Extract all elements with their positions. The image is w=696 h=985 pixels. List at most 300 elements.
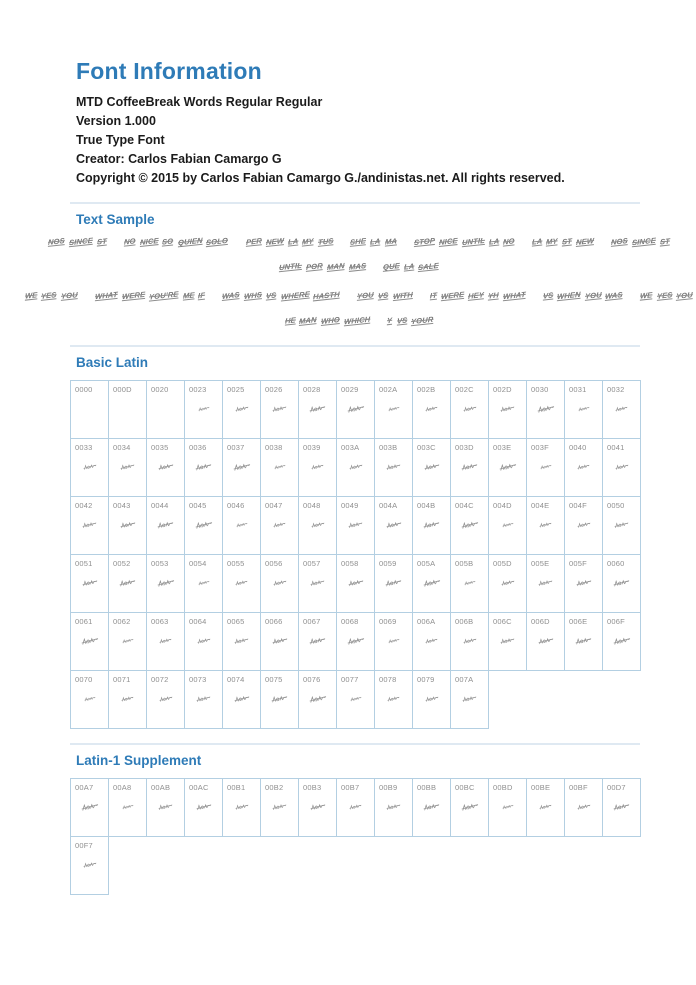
sample-word-group xyxy=(532,237,594,246)
glyph-cell xyxy=(223,439,261,497)
sample-word: WHICH xyxy=(343,314,371,327)
codepoint-label: 004C xyxy=(455,501,474,510)
codepoint-label: 002D xyxy=(493,385,512,394)
word-glyph xyxy=(309,801,326,812)
word-glyph xyxy=(461,461,479,472)
glyph-slot xyxy=(147,636,184,645)
glyph-slot xyxy=(375,636,412,645)
codepoint-label: 00BE xyxy=(531,783,551,792)
code-chart-table xyxy=(70,778,641,895)
codepoint-label: 0049 xyxy=(341,501,359,510)
codepoint-label: 00BF xyxy=(569,783,588,792)
glyph-cell xyxy=(71,837,109,895)
codepoint-label: 002A xyxy=(379,385,398,394)
codepoint-label: 003A xyxy=(341,443,360,452)
glyph-cell xyxy=(261,779,299,837)
sample-word: MA xyxy=(384,236,397,247)
codepoint-label: 006D xyxy=(531,617,550,626)
codepoint-label: 002C xyxy=(455,385,474,394)
word-glyph xyxy=(612,635,631,646)
glyph-cell xyxy=(451,381,489,439)
word-glyph xyxy=(575,635,593,646)
code-chart-row xyxy=(71,497,641,555)
word-glyph xyxy=(158,693,173,703)
glyph-cell xyxy=(489,439,527,497)
sample-word: VS xyxy=(377,290,389,301)
glyph-slot xyxy=(489,578,526,587)
glyph-cell xyxy=(565,613,603,671)
glyph-cell xyxy=(565,439,603,497)
word-glyph xyxy=(80,801,99,812)
sample-word-group xyxy=(124,237,228,246)
codepoint-label: 0077 xyxy=(341,675,359,684)
glyph-slot xyxy=(565,578,602,587)
glyph-cell xyxy=(451,555,489,613)
glyph-cell xyxy=(527,779,565,837)
word-glyph xyxy=(273,519,287,529)
sample-word-group xyxy=(48,237,107,246)
codepoint-label: 0070 xyxy=(75,675,93,684)
glyph-slot xyxy=(451,694,488,703)
word-glyph xyxy=(119,519,136,530)
word-glyph xyxy=(272,801,288,812)
word-glyph xyxy=(386,801,402,812)
codepoint-label: 000D xyxy=(113,385,132,394)
codepoint-label: 0047 xyxy=(265,501,283,510)
glyph-cell xyxy=(147,497,185,555)
text-sample-area xyxy=(24,235,694,327)
glyph-slot xyxy=(109,802,146,811)
sample-word-group xyxy=(414,237,515,246)
sample-word-group xyxy=(387,316,433,325)
sample-word: SO xyxy=(162,236,174,247)
sample-word-group xyxy=(430,291,526,300)
glyph-cell xyxy=(147,555,185,613)
sample-word: WAS xyxy=(605,290,624,301)
glyph-slot xyxy=(337,520,374,529)
word-glyph xyxy=(501,519,514,529)
sample-word: VS xyxy=(542,290,554,301)
sample-word: LA xyxy=(287,236,299,247)
codepoint-label: 00B1 xyxy=(227,783,246,792)
word-glyph xyxy=(120,461,136,472)
sample-word-group xyxy=(285,316,371,325)
codepoint-label: 004E xyxy=(531,501,550,510)
word-glyph xyxy=(614,519,630,530)
latin1-supplement-heading: Latin-1 Supplement xyxy=(76,753,202,768)
word-glyph xyxy=(196,635,211,645)
glyph-slot xyxy=(223,802,260,811)
word-glyph xyxy=(271,693,289,704)
sample-word: MAS xyxy=(348,261,367,272)
font-version: Version 1.000 xyxy=(76,114,156,128)
word-glyph xyxy=(233,693,250,704)
sample-word: WERE xyxy=(440,289,464,302)
word-glyph xyxy=(311,461,325,471)
codepoint-label: 0051 xyxy=(75,559,93,568)
glyph-cell xyxy=(565,779,603,837)
glyph-cell xyxy=(527,613,565,671)
glyph-cell xyxy=(185,439,223,497)
word-glyph xyxy=(234,801,249,811)
glyph-cell xyxy=(299,439,337,497)
word-glyph xyxy=(539,519,553,529)
sample-word-group xyxy=(350,237,397,246)
glyph-cell xyxy=(147,779,185,837)
glyph-cell xyxy=(261,497,299,555)
glyph-slot xyxy=(451,462,488,471)
glyph-slot xyxy=(451,636,488,645)
glyph-cell xyxy=(527,381,565,439)
word-glyph xyxy=(121,635,134,645)
word-glyph xyxy=(462,693,478,704)
codepoint-label: 0062 xyxy=(113,617,131,626)
word-glyph xyxy=(498,461,517,472)
glyph-slot xyxy=(489,404,526,413)
glyph-slot xyxy=(413,520,450,529)
glyph-cell xyxy=(527,497,565,555)
glyph-slot xyxy=(451,404,488,413)
glyph-slot xyxy=(451,578,488,587)
word-glyph xyxy=(385,577,403,588)
word-glyph xyxy=(82,519,98,530)
glyph-cell xyxy=(223,497,261,555)
sample-word: YOU xyxy=(584,290,602,301)
glyph-slot xyxy=(71,578,108,587)
codepoint-label: 0060 xyxy=(607,559,625,568)
word-glyph xyxy=(121,693,135,703)
codepoint-label: 00AC xyxy=(189,783,209,792)
glyph-cell xyxy=(375,613,413,671)
word-glyph xyxy=(157,461,174,472)
word-glyph xyxy=(159,635,173,645)
sample-word-group xyxy=(640,291,693,300)
sample-word: WHEN xyxy=(556,289,581,302)
sample-word: ST xyxy=(561,236,572,247)
glyph-cell xyxy=(603,555,641,613)
glyph-cell xyxy=(185,497,223,555)
codepoint-label: 006B xyxy=(455,617,474,626)
codepoint-label: 00BD xyxy=(493,783,513,792)
glyph-slot xyxy=(565,520,602,529)
codepoint-label: 005D xyxy=(493,559,512,568)
word-glyph xyxy=(613,577,631,588)
glyph-slot xyxy=(489,462,526,471)
glyph-cell xyxy=(185,671,223,729)
glyph-cell xyxy=(451,497,489,555)
sample-word: VS xyxy=(265,290,277,301)
codepoint-label: 0066 xyxy=(265,617,283,626)
codepoint-label: 0064 xyxy=(189,617,207,626)
glyph-cell xyxy=(337,555,375,613)
glyph-cell xyxy=(375,555,413,613)
sample-word-group xyxy=(246,237,334,246)
glyph-cell xyxy=(527,555,565,613)
sample-word: LA xyxy=(370,236,381,247)
codepoint-label: 0072 xyxy=(151,675,169,684)
glyph-slot xyxy=(375,694,412,703)
glyph-cell xyxy=(71,779,109,837)
glyph-cell xyxy=(71,439,109,497)
glyph-slot xyxy=(451,802,488,811)
codepoint-label: 003B xyxy=(379,443,398,452)
glyph-cell xyxy=(375,779,413,837)
glyph-slot xyxy=(565,462,602,471)
word-glyph xyxy=(387,635,400,645)
sample-word: NOS xyxy=(48,236,66,247)
sample-block xyxy=(24,289,694,327)
glyph-slot xyxy=(299,520,336,529)
codepoint-label: 0032 xyxy=(607,385,625,394)
sample-word: MAN xyxy=(326,261,345,272)
sample-word: SALE xyxy=(418,260,440,273)
sample-word: YH xyxy=(487,290,499,301)
word-glyph xyxy=(81,577,98,588)
word-glyph xyxy=(537,635,554,646)
glyph-slot xyxy=(261,404,298,413)
word-glyph xyxy=(387,693,401,703)
codepoint-label: 0025 xyxy=(227,385,245,394)
glyph-cell xyxy=(489,779,527,837)
codepoint-label: 0028 xyxy=(303,385,321,394)
codepoint-label: 00BB xyxy=(417,783,437,792)
word-glyph xyxy=(348,461,363,471)
glyph-cell xyxy=(299,555,337,613)
sample-word-group xyxy=(95,291,205,300)
glyph-cell xyxy=(451,671,489,729)
sample-word: WHAT xyxy=(94,289,118,302)
glyph-cell xyxy=(337,613,375,671)
word-glyph xyxy=(423,801,441,812)
glyph-cell xyxy=(261,613,299,671)
word-glyph xyxy=(423,461,440,472)
codepoint-label: 0036 xyxy=(189,443,207,452)
word-glyph xyxy=(235,519,248,529)
glyph-cell xyxy=(71,671,109,729)
word-glyph xyxy=(500,403,516,414)
word-glyph xyxy=(272,577,287,587)
word-glyph xyxy=(575,577,592,588)
word-glyph xyxy=(349,801,363,811)
sample-word: LA xyxy=(403,261,415,272)
glyph-slot xyxy=(71,520,108,529)
glyph-slot xyxy=(223,694,260,703)
code-chart-row xyxy=(71,671,641,729)
basic-latin-heading: Basic Latin xyxy=(76,355,149,370)
glyph-slot xyxy=(413,404,450,413)
sample-word: NO xyxy=(123,236,136,247)
word-glyph xyxy=(234,403,249,413)
sample-line xyxy=(24,289,694,302)
codepoint-label: 004D xyxy=(493,501,512,510)
glyph-slot xyxy=(375,578,412,587)
font-type: True Type Font xyxy=(76,133,165,147)
sample-word-group xyxy=(383,262,439,271)
word-glyph xyxy=(195,461,213,472)
codepoint-label: 0059 xyxy=(379,559,397,568)
sample-word: UNTIL xyxy=(278,260,303,273)
sample-word: WITH xyxy=(392,289,413,302)
sample-word: YES xyxy=(41,290,58,301)
sample-word: IT xyxy=(429,290,437,301)
glyph-cell xyxy=(71,613,109,671)
glyph-slot xyxy=(147,462,184,471)
glyph-cell xyxy=(71,497,109,555)
codepoint-label: 0046 xyxy=(227,501,245,510)
word-glyph xyxy=(194,519,213,530)
word-glyph xyxy=(462,403,477,413)
glyph-cell xyxy=(261,671,299,729)
glyph-cell xyxy=(337,497,375,555)
codepoint-label: 0058 xyxy=(341,559,359,568)
codepoint-label: 0065 xyxy=(227,617,245,626)
sample-word-group xyxy=(357,291,412,300)
codepoint-label: 0035 xyxy=(151,443,169,452)
codepoint-label: 005F xyxy=(569,559,587,568)
word-glyph xyxy=(385,519,402,530)
glyph-cell xyxy=(261,381,299,439)
glyph-slot xyxy=(527,462,564,471)
sample-word: WAS xyxy=(222,290,241,301)
glyph-slot xyxy=(375,462,412,471)
code-chart-row xyxy=(71,779,641,837)
sample-word: ST xyxy=(659,236,670,247)
sample-word: SOLO xyxy=(206,235,229,248)
glyph-slot xyxy=(337,636,374,645)
codepoint-label: 0041 xyxy=(607,443,625,452)
codepoint-label: 0076 xyxy=(303,675,321,684)
sample-word: MAN xyxy=(299,315,318,326)
glyph-cell xyxy=(223,613,261,671)
codepoint-label: 0074 xyxy=(227,675,245,684)
sample-word: YOU'RE xyxy=(148,289,179,302)
codepoint-label: 0038 xyxy=(265,443,283,452)
word-glyph xyxy=(576,519,591,529)
codepoint-label: 0030 xyxy=(531,385,549,394)
glyph-slot xyxy=(147,694,184,703)
code-chart-row xyxy=(71,837,641,895)
codepoint-label: 00B2 xyxy=(265,783,284,792)
glyph-cell xyxy=(71,555,109,613)
glyph-cell xyxy=(413,439,451,497)
codepoint-label: 00F7 xyxy=(75,841,93,850)
glyph-cell xyxy=(147,613,185,671)
sample-word: STOP xyxy=(413,235,436,248)
glyph-cell xyxy=(451,613,489,671)
sample-word: SHE xyxy=(350,236,367,247)
codepoint-label: 002B xyxy=(417,385,436,394)
codepoint-label: 00D7 xyxy=(607,783,626,792)
glyph-cell xyxy=(109,613,147,671)
codepoint-label: 003D xyxy=(455,443,474,452)
glyph-slot xyxy=(185,462,222,471)
sample-word: POR xyxy=(305,261,324,272)
codepoint-label: 0054 xyxy=(189,559,207,568)
sample-word: YOUR xyxy=(410,314,434,327)
codepoint-label: 007A xyxy=(455,675,474,684)
word-glyph xyxy=(347,577,364,588)
sample-word: NEW xyxy=(575,236,595,247)
word-glyph xyxy=(346,635,365,646)
sample-block xyxy=(48,235,670,273)
glyph-slot xyxy=(603,636,640,645)
glyph-slot xyxy=(185,802,222,811)
glyph-cell xyxy=(185,381,223,439)
glyph-cell xyxy=(185,779,223,837)
glyph-slot xyxy=(299,462,336,471)
word-glyph xyxy=(424,693,439,703)
sample-word: ME xyxy=(182,290,195,301)
glyph-cell xyxy=(109,381,147,439)
codepoint-label: 0053 xyxy=(151,559,169,568)
glyph-slot xyxy=(489,636,526,645)
sample-word: WE xyxy=(24,290,38,301)
code-chart-table xyxy=(70,380,641,729)
codepoint-label: 00BC xyxy=(455,783,475,792)
glyph-slot xyxy=(375,404,412,413)
glyph-slot xyxy=(299,802,336,811)
word-glyph xyxy=(463,577,476,587)
word-glyph xyxy=(614,461,629,471)
word-glyph xyxy=(271,635,288,646)
word-glyph xyxy=(615,403,629,413)
glyph-cell xyxy=(489,497,527,555)
glyph-cell xyxy=(489,381,527,439)
sample-word-group xyxy=(543,291,624,300)
glyph-cell xyxy=(261,439,299,497)
codepoint-label: 0023 xyxy=(189,385,207,394)
glyph-cell xyxy=(413,555,451,613)
glyph-cell xyxy=(223,381,261,439)
glyph-slot xyxy=(109,636,146,645)
glyph-slot xyxy=(223,578,260,587)
sample-word: ST xyxy=(96,236,108,247)
sample-line xyxy=(62,316,656,325)
codepoint-label: 0043 xyxy=(113,501,131,510)
codepoint-label: 0029 xyxy=(341,385,359,394)
glyph-slot xyxy=(261,578,298,587)
glyph-cell xyxy=(375,671,413,729)
sample-word: IF xyxy=(198,290,206,301)
glyph-slot xyxy=(603,404,640,413)
glyph-cell xyxy=(337,381,375,439)
codepoint-label: 00B7 xyxy=(341,783,360,792)
glyph-cell xyxy=(337,779,375,837)
glyph-cell xyxy=(147,439,185,497)
glyph-cell xyxy=(185,555,223,613)
codepoint-label: 0031 xyxy=(569,385,587,394)
word-glyph xyxy=(536,403,555,414)
word-glyph xyxy=(386,461,402,472)
word-glyph xyxy=(539,801,553,811)
latin1-supplement-chart xyxy=(70,778,642,895)
sample-word: NICE xyxy=(438,235,458,248)
word-glyph xyxy=(539,461,552,471)
word-glyph xyxy=(82,461,97,471)
word-glyph xyxy=(460,801,479,812)
sample-word: TUS xyxy=(317,236,334,247)
glyph-cell xyxy=(223,671,261,729)
glyph-slot xyxy=(603,802,640,811)
sample-word: Y xyxy=(387,315,393,326)
glyph-cell xyxy=(109,555,147,613)
word-glyph xyxy=(349,693,362,703)
word-glyph xyxy=(310,519,325,529)
glyph-slot xyxy=(337,404,374,413)
codepoint-label: 0045 xyxy=(189,501,207,510)
glyph-slot xyxy=(109,520,146,529)
word-glyph xyxy=(500,577,515,587)
